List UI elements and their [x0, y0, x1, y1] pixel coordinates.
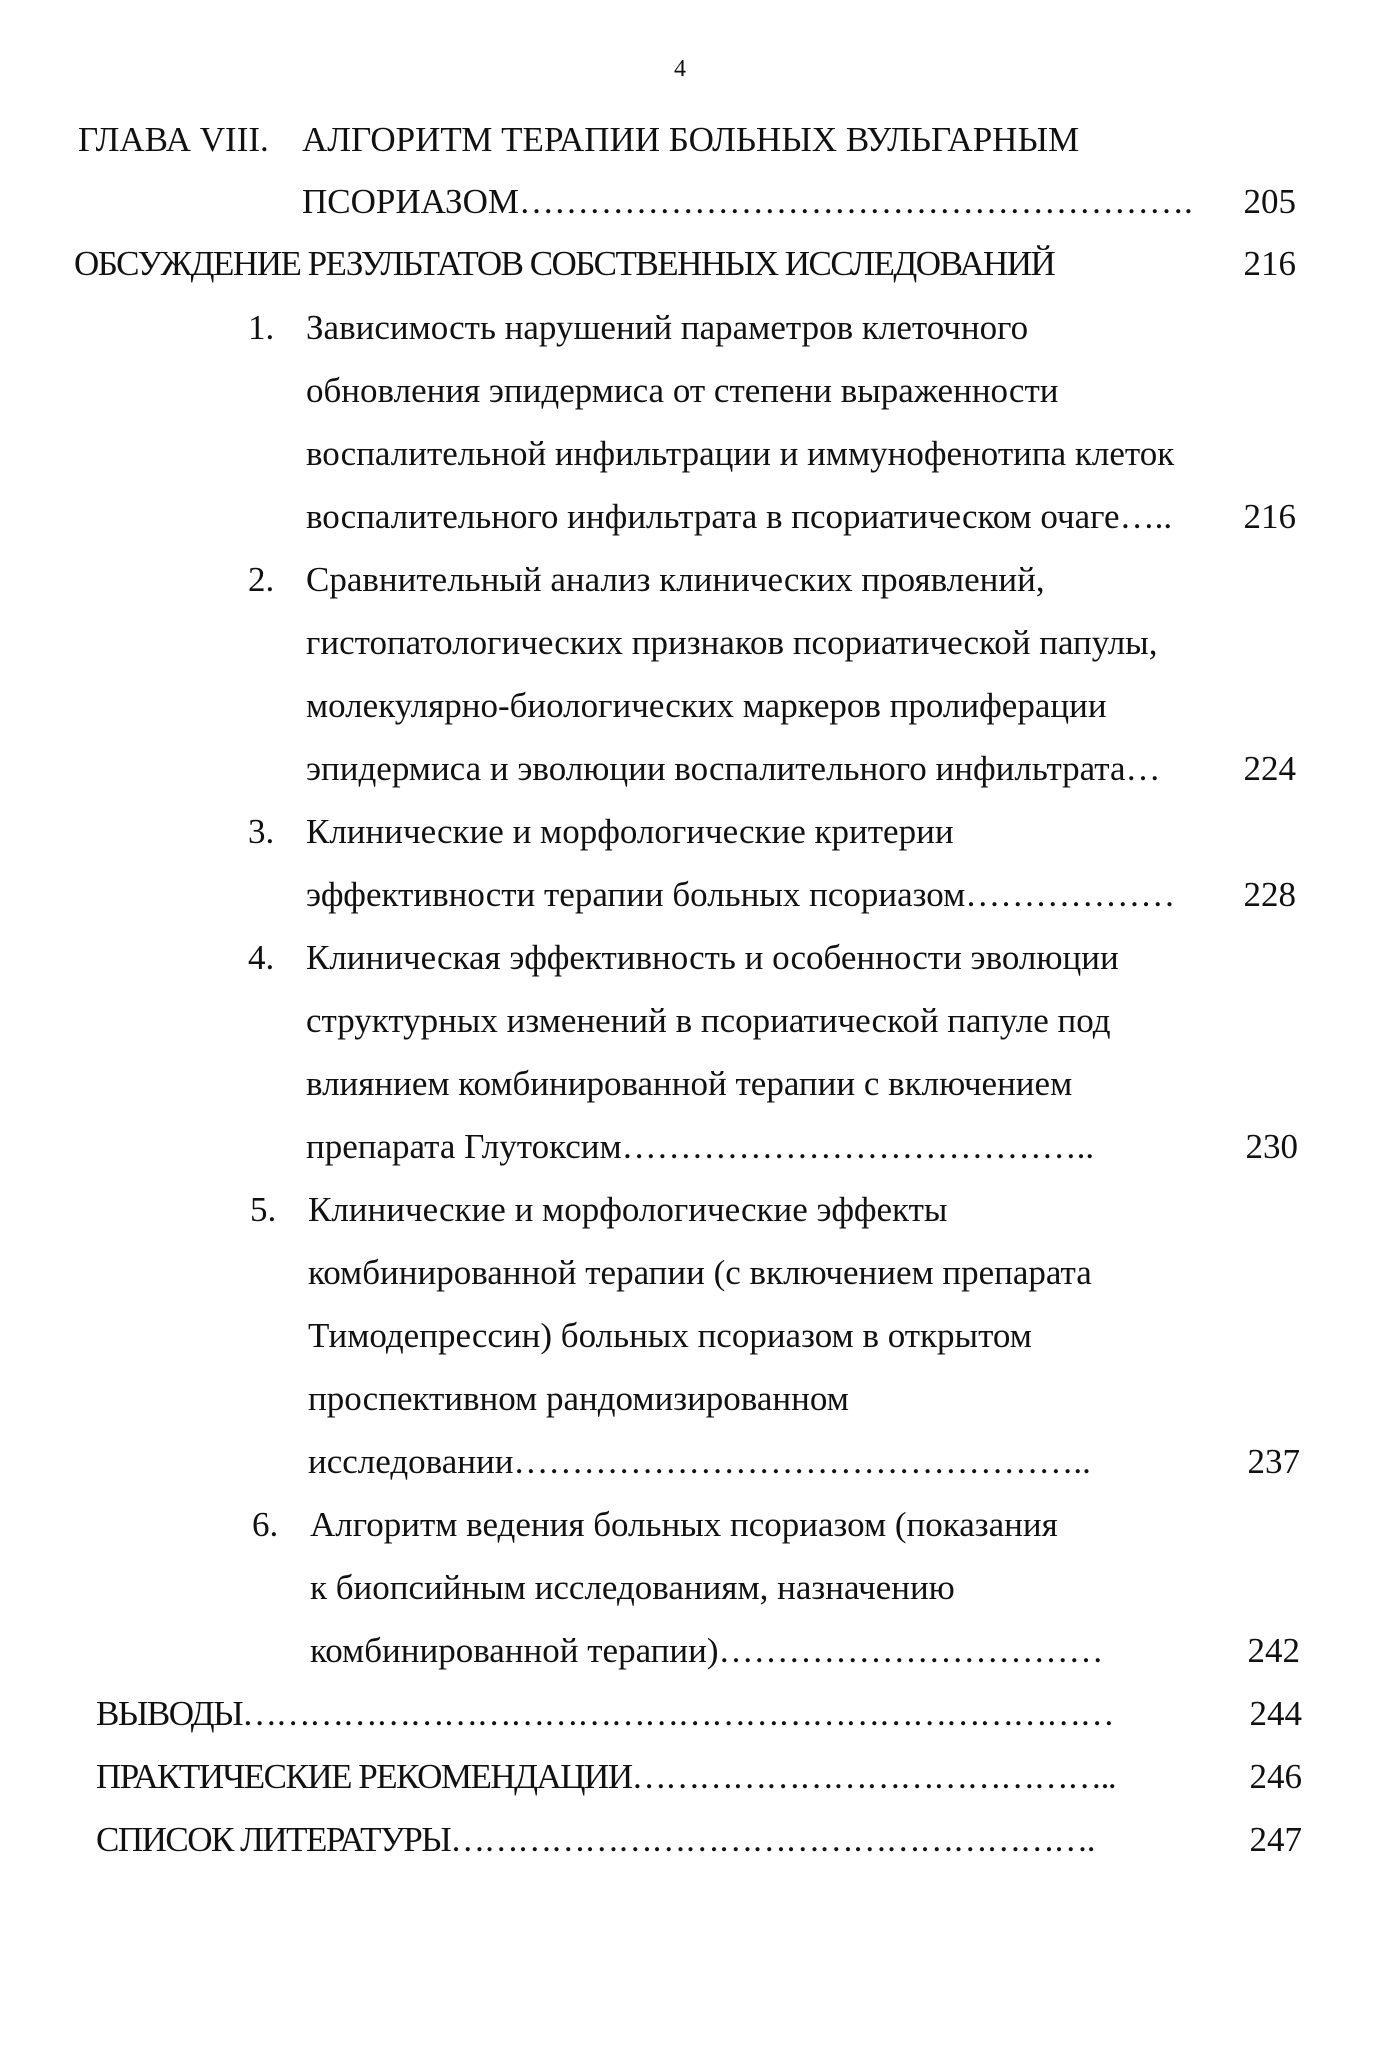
- item-number: 4.: [248, 938, 275, 977]
- item-page: 242: [1247, 1631, 1300, 1670]
- item-line: проспективном рандомизированном: [308, 1379, 849, 1418]
- recommendations-title: ПРАКТИЧЕСКИЕ РЕКОМЕНДАЦИИ……………………………………..: [96, 1757, 1116, 1796]
- item-line: комбинированной терапии (с включением препарата: [308, 1253, 1092, 1292]
- references-title: СПИСОК ЛИТЕРАТУРЫ………………………………………………….: [96, 1820, 1094, 1859]
- item-page: 230: [1245, 1127, 1298, 1166]
- discussion-title: ОБСУЖДЕНИЕ РЕЗУЛЬТАТОВ СОБСТВЕННЫХ ИССЛЕДОВАНИЙ: [74, 244, 1055, 283]
- item-line: Тимодепрессин) больных псориазом в открытом: [308, 1316, 1032, 1355]
- item-line: эпидермиса и эволюции воспалительного инфильтрата…: [306, 749, 1161, 788]
- conclusions-page: 244: [1249, 1694, 1302, 1733]
- item-line: воспалительной инфильтрации и иммунофенотипа клеток: [306, 434, 1175, 473]
- page-number: 4: [674, 56, 686, 82]
- item-line: Сравнительный анализ клинических проявлений,: [306, 560, 1045, 599]
- references-page: 247: [1249, 1820, 1302, 1859]
- item-page: 237: [1247, 1442, 1300, 1481]
- item-number: 2.: [248, 560, 275, 599]
- item-line: Клинические и морфологические критерии: [306, 812, 954, 851]
- item-page: 216: [1243, 497, 1296, 536]
- item-line: к биопсийным исследованиям, назначению: [310, 1568, 955, 1607]
- item-line: препарата Глутоксим…………………………………..: [306, 1127, 1095, 1166]
- item-page: 228: [1243, 875, 1296, 914]
- item-line: молекулярно-биологических маркеров пролиферации: [306, 686, 1107, 725]
- item-line: структурных изменений в псориатической папуле под: [306, 1001, 1111, 1040]
- item-line: исследовании…………………………………………..: [308, 1442, 1091, 1481]
- item-line: гистопатологических признаков псориатической папулы,: [306, 623, 1158, 662]
- item-line: Клиническая эффективность и особенности эволюции: [306, 938, 1119, 977]
- discussion-page: 216: [1243, 244, 1296, 283]
- recommendations-page: 246: [1249, 1757, 1302, 1796]
- chapter-title-line1: АЛГОРИТМ ТЕРАПИИ БОЛЬНЫХ ВУЛЬГАРНЫМ: [302, 120, 1080, 159]
- item-line: обновления эпидермиса от степени выраженности: [306, 371, 1059, 410]
- item-number: 1.: [248, 308, 275, 347]
- item-line: воспалительного инфильтрата в псориатическом очаге…..: [306, 497, 1173, 536]
- chapter-page: 205: [1243, 182, 1296, 221]
- item-number: 3.: [248, 812, 275, 851]
- item-line: Зависимость нарушений параметров клеточного: [306, 308, 1029, 347]
- conclusions-title: ВЫВОДЫ……………………………………………………………………: [96, 1694, 1114, 1733]
- item-line: Клинические и морфологические эффекты: [308, 1190, 948, 1229]
- item-page: 224: [1243, 749, 1296, 788]
- chapter-label: ГЛАВА VIII.: [78, 120, 269, 159]
- item-number: 6.: [252, 1505, 279, 1544]
- chapter-title-line2: ПСОРИАЗОМ………………………………………………….: [302, 182, 1193, 221]
- item-line: влиянием комбинированной терапии с включением: [306, 1064, 1073, 1103]
- item-number: 5.: [250, 1190, 277, 1229]
- item-line: эффективности терапии больных псориазом………………: [306, 875, 1176, 914]
- item-line: Алгоритм ведения больных псориазом (показания: [310, 1505, 1058, 1544]
- item-line: комбинированной терапии)……………………………: [310, 1631, 1104, 1670]
